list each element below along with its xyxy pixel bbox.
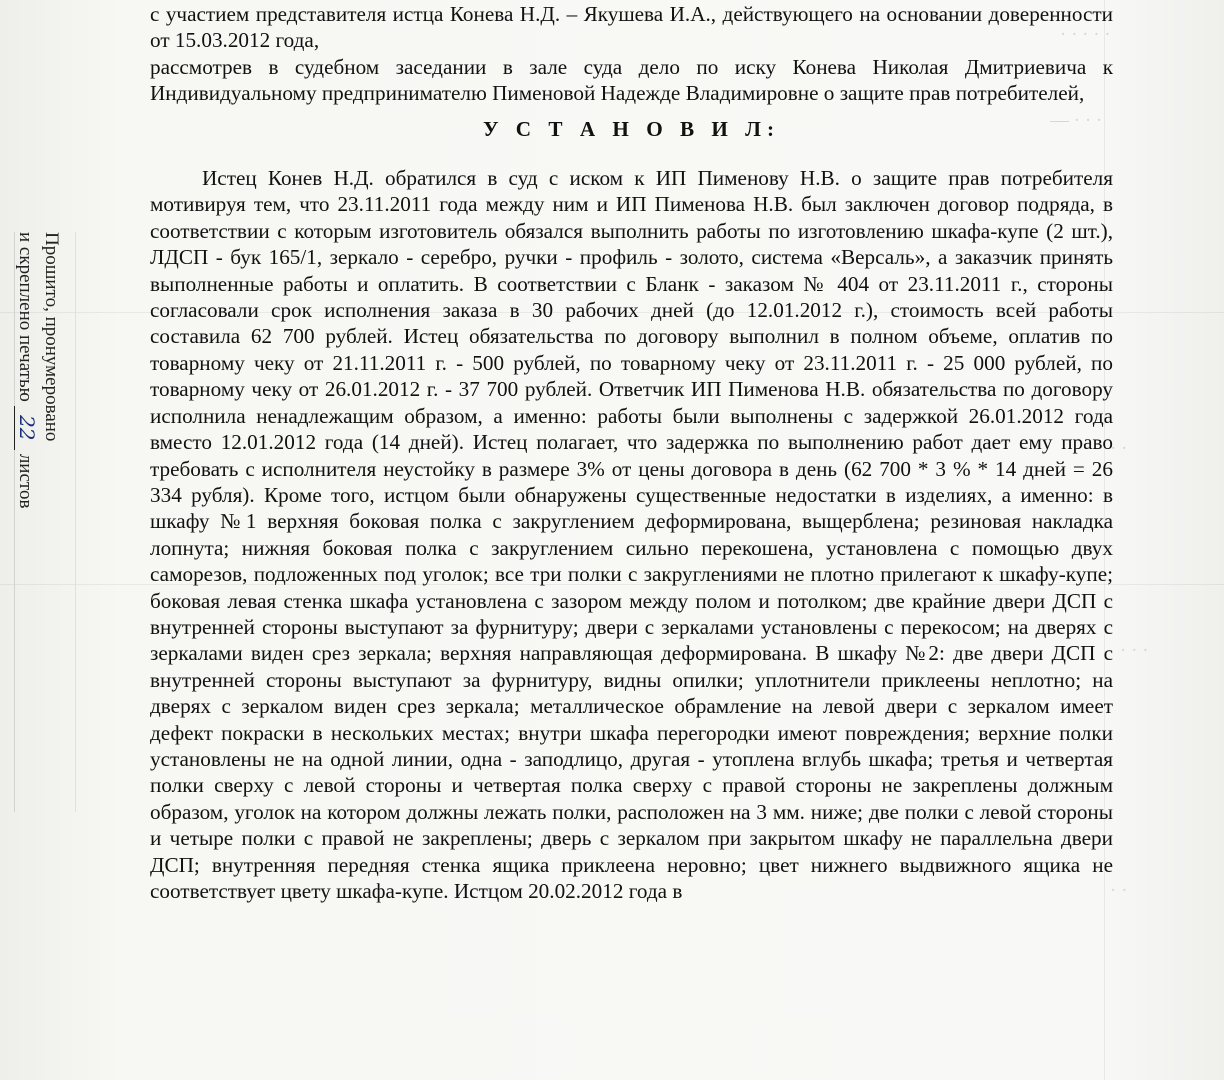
bleed-through-text: · · [1110,438,1128,459]
handwritten-page-count: 22 [14,406,39,450]
binding-stamp [14,232,76,812]
section-heading: У С Т А Н О В И Л: [482,116,781,141]
binding-stamp-text [13,232,63,792]
binding-stamp-line-2-before: и скреплено печатью [15,232,36,402]
binding-stamp-line-1: Прошито, пронумеровано [41,232,62,442]
body-paragraph: Истец Конев Н.Д. обратился в суд с иском к ИП Пименову Н.В. о защите прав потребителя мотивируя тем, что 23.11.2011 года между ним и ИП Пименова Н.В. был заключен договор подряда, в соответствии с которым изготовитель обязался выполнить работы по изготовлению шкафа-купе (2 шт.), ЛДСП - бук 165/1, зеркало - серебро, ручки - профиль - золото, система «Версаль», а заказчик принять выполненные работы и оплатить. В соответствии с Бланк - заказом № 404 от 23.11.2011 г., стороны согласовали срок исполнения заказа в 30 рабочих дней (до 12.01.2012 г.), стоимость всей работы составила 62 700 рублей. Истец обязательства по договору выполнил в полном объеме, оплатив по товарному чеку от 21.11.2011 г. - 500 рублей, по товарному чеку от 23.11.2011 г. - 25 000 рублей, по товарному чеку от 26.01.2012 г. - 37 700 рублей. Ответчик ИП Пименова Н.В. обязательства по договору исполнила ненадлежащим образом, а именно: работы были выполнены с задержкой 26.01.2012 года вместо 12.01.2012 года (14 дней). Истец полагает, что задержка по выполнению работ дает ему право требовать с исполнителя неустойку в размере 3% от цены договора в день (62 700 * 3 % * 14 дней = 26 334 рубля). Кроме того, истцом были обнаружены существенные недостатки в изделиях, а именно: в шкафу №1 верхняя боковая полка с закруглением деформирована, выщерблена; резиновая накладка лопнута; нижняя боковая полка с закруглением сильно перекошена, установлена с помощью двух саморезов, подложенных под уголок; все три полки с закруглениями не плотно прилегают к шкафу-купе; боковая левая стенка шкафа установлена с зазором между полом и потолком; две крайние двери ДСП с внутренней стороны выступают за фурнитуру; двери с зеркалами установлены с перекосом; на дверях с зеркалами виден срез зеркала; верхняя направляющая деформирована. В шкафу №2: две двери ДСП с внутренней стороны выступают за фурнитуру, видны опилки; уплотнители приклеены неплотно; на дверях с зеркалом виден срез зеркала; металлическое обрамление на левой двери с зеркалом имеет дефект покраски в нескольких местах; внутри шкафа перегородки имеют повреждения; верхние полки установлены не на одной линии, одна - заподлицо, другая - утоплена вглубь шкафа; третья и четвертая полки сверху с левой стороны и четвертая полка сверху с правой стороны не закреплены должным образом, уголок на котором должны лежать полки, расположен на 3 мм. ниже; две полки с левой стороны и четыре полки с правой не закреплены; дверь с зеркалом при закрытом шкафу не параллельна двери ДСП; внутренняя передняя стенка ящика приклеена неровно; цвет нижнего выдвижного ящика не соответствует цвету шкафа-купе. Истцом 20.02.2012 года в [150,166,1113,903]
binding-stamp-line-2 [13,232,39,792]
intro-paragraph-2: рассмотрев в судебном заседании в зале суда дело по иску Конева Николая Дмитриевича к Индивидуальному предпринимателю Пименовой Надежде Владимировне о защите прав потребителей, [150,54,1113,106]
document-body [150,0,1113,904]
bleed-through-text: · · · · · [1060,24,1111,45]
intro-paragraph-1: с участием представителя истца Конева Н.Д. – Якушева И.А., действующего на основании доверенности от 15.03.2012 года, [150,2,1113,53]
bleed-through-text: · · [1110,880,1128,901]
binding-stamp-line-2-after: листов [15,453,36,509]
bleed-through-text: — · · · [1050,110,1103,131]
bleed-through-text: · · · [1120,640,1149,661]
